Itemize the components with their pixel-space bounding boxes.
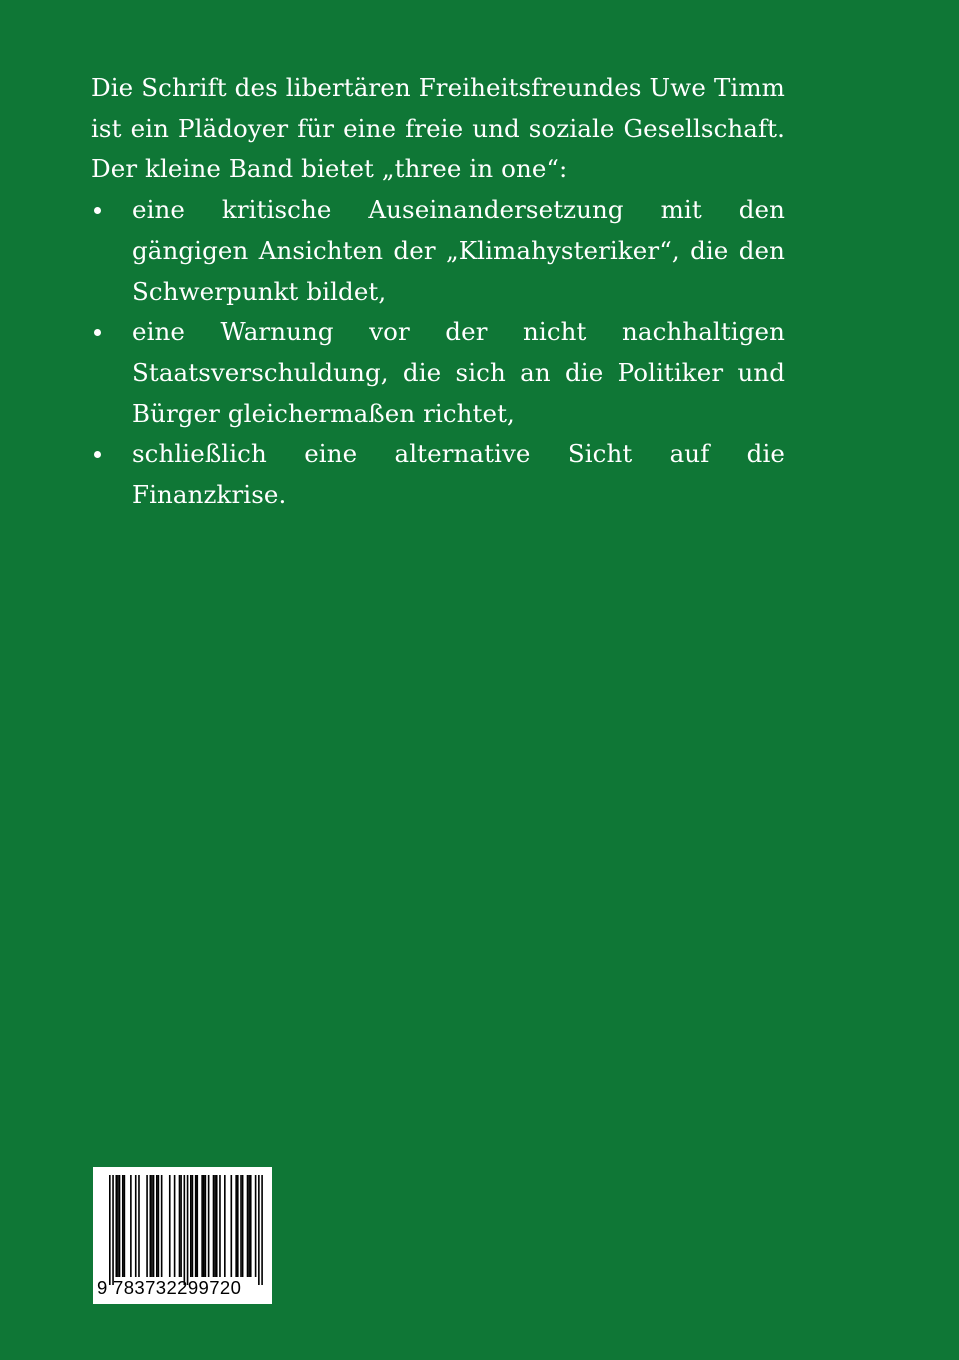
barcode-bar — [180, 1175, 182, 1277]
barcode-bar — [261, 1175, 263, 1285]
blurb-point — [91, 434, 785, 515]
barcode-bar — [112, 1175, 114, 1285]
barcode-bar — [117, 1175, 119, 1277]
barcode-bar — [201, 1175, 203, 1277]
isbn-number — [93, 1277, 272, 1301]
blurb-text — [91, 68, 785, 516]
barcode-bar — [169, 1175, 171, 1277]
barcode-bar — [255, 1175, 257, 1277]
barcode-bar — [247, 1175, 249, 1277]
bullet-icon — [94, 329, 101, 336]
barcode-bar — [158, 1175, 160, 1277]
barcode-bar — [195, 1175, 197, 1277]
barcode-bar — [240, 1175, 242, 1277]
barcode-bar — [242, 1175, 244, 1277]
barcode-bar — [216, 1175, 218, 1277]
barcode-bar — [250, 1175, 252, 1277]
barcode-bar — [203, 1175, 205, 1277]
barcode-bar — [224, 1175, 226, 1277]
barcode-bar — [115, 1175, 117, 1277]
barcode-bar — [258, 1175, 260, 1285]
barcode-bar — [150, 1175, 152, 1277]
barcode-bar — [138, 1175, 140, 1277]
bullet-icon — [94, 207, 101, 214]
barcode-bar — [109, 1175, 111, 1285]
barcode-bar — [184, 1175, 186, 1285]
barcode-bar — [208, 1175, 210, 1277]
barcode-bar — [130, 1175, 132, 1277]
blurb-point — [91, 190, 785, 312]
barcode-bar — [196, 1175, 198, 1277]
barcode-bar — [213, 1175, 215, 1277]
bullet-icon — [94, 451, 101, 458]
barcode-bar — [174, 1175, 176, 1277]
barcode-bar — [219, 1175, 221, 1277]
blurb-point — [91, 312, 785, 434]
barcode-bar — [122, 1175, 124, 1277]
barcode-bar — [146, 1175, 148, 1277]
barcode-bar — [231, 1175, 233, 1277]
barcode-bar — [179, 1175, 181, 1277]
isbn-digits: 783732299720 — [113, 1277, 242, 1298]
barcode-bar — [187, 1175, 189, 1285]
barcode-bar — [214, 1175, 216, 1277]
barcode-bar — [151, 1175, 153, 1277]
barcode-bar — [192, 1175, 194, 1277]
barcode-bar — [119, 1175, 121, 1277]
blurb-intro: Die Schrift des libertären Freiheitsfreundes Uwe Timm ist ein Plädoyer für eine freie und soziale Gesellschaft. Der kleine Band bietet „three in one“: — [91, 73, 785, 184]
barcode-bar — [205, 1175, 207, 1277]
blurb-point-text: schließlich eine alternative Sicht auf die Finanzkrise. — [132, 439, 785, 510]
barcode-bar — [153, 1175, 155, 1277]
blurb-point-text: eine kritische Auseinandersetzung mit den gängigen Ansichten der „Klimahysteriker“, die den Schwerpunkt bildet, — [132, 195, 785, 306]
blurb-point-text: eine Warnung vor der nicht nachhaltigen Staatsverschuldung, die sich an die Politiker und Bürger gleichermaßen richtet, — [132, 317, 785, 428]
barcode-bar — [124, 1175, 126, 1277]
isbn-lead-digit: 9 — [97, 1277, 108, 1298]
barcode-bar — [190, 1175, 192, 1277]
blurb-points-list — [91, 190, 785, 516]
barcode-bar — [135, 1175, 137, 1277]
barcode-bar — [237, 1175, 239, 1277]
barcode-bar — [235, 1175, 237, 1277]
barcode-bar — [161, 1175, 163, 1277]
barcode-bar — [248, 1175, 250, 1277]
barcode-bar — [156, 1175, 158, 1277]
isbn-barcode — [93, 1167, 272, 1304]
